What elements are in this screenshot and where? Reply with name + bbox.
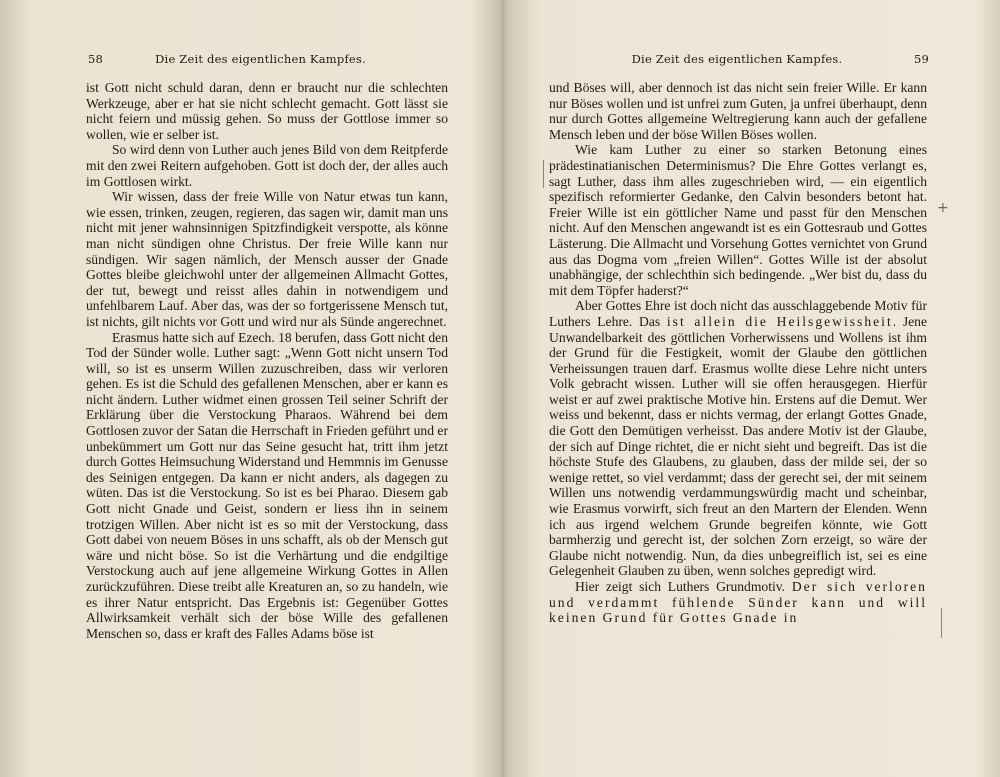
left-running-title: Die Zeit des eigentlichen Kampfes. bbox=[155, 52, 366, 66]
right-page-number: 59 bbox=[913, 52, 929, 66]
right-paragraph-3 bbox=[549, 298, 927, 579]
right-paragraph-2: Wie kam Luther zu einer so starken Betonung eines prädestinatianischen Determinismus? Die Ehre Gottes verlangt es, sagt Luther, dass ihm alles zugeschrieben wird, — ein eigentlich spezifisch reformierter Gedanke, den Calvin besonders betont hat. Freier Wille ist ein göttlicher Name und passt für den Menschen nicht. Auf den Menschen angewandt ist es ein Gottesraub und Gottes Lästerung. Die Allmacht und Vorsehung Gottes vernichtet von Grund aus das Dogma vom „freien Willen“. Gottes Wille ist der absolut unabhängige, der schlechthin sich bedingende. „Wer bist du, dass du mit dem Töpfer haderst?“ bbox=[549, 142, 927, 298]
left-paragraph-1: ist Gott nicht schuld daran, denn er braucht nur die schlechten Werkzeuge, aber er hat sie nicht schlecht gemacht. Gott lässt sie nicht feiern und müssig gehen. So muss der Gottlose immer so wollen, wie er selber ist. bbox=[86, 80, 448, 142]
right-running-head bbox=[545, 52, 929, 66]
p3-text-b: . Jene Unwandelbarkeit des göttlichen Vorherwissens und Wollens ist ihm der Grund für die Festigkeit, womit der Glaube den göttlichen Verheissungen trauen darf. Erasmus wollte diese Lehre nicht unters Volk gebracht wissen. Luther will sie offen herausgegen. Hierfür weist er auf zwei praktische Motive hin. Erstens auf die Demut. Wer weiss und bekennt, dass er nichts vermag, der erlangt Gottes Gnade, die Gott den Demütigen verheisst. Das andere Motiv ist der Glaube, der sich auf Dinge richtet, die er nicht sieht und begreift. Das ist die höchste Stufe des Glaubens, zu glauben, dass der milde sei, der so wenige rettet, so viel verdammt; dass der gerecht sei, der mit seinem Willen uns notwendig verdammungswürdig macht und scheinbar, wie Erasmus vorwirft, sich freut an den Martern der Elenden. Wenn ich aus irgend welchem Grunde begreifen könnte, wie Gott barmherzig und gerecht ist, der solchen Zorn erzeigt, so wäre der Glaube nicht notwendig. Nun, da dies unbegreiflich ist, sei es eine Gelegenheit Glauben zu üben, wenn solches gepredigt wird. bbox=[549, 313, 927, 579]
p3-spaced-emphasis: ist allein die Heilsgewissheit bbox=[666, 313, 893, 329]
p3-text-a: Aber Gottes Ehre ist doch nicht das ausschlaggebende Motiv für Luthers Lehre. Das bbox=[549, 298, 927, 329]
left-page-number: 58 bbox=[88, 52, 104, 66]
right-paragraph-4 bbox=[549, 579, 927, 626]
right-body-text bbox=[549, 80, 927, 626]
right-running-title: Die Zeit des eigentlichen Kampfes. bbox=[631, 52, 843, 66]
right-page bbox=[505, 0, 1000, 777]
left-paragraph-4: Erasmus hatte sich auf Ezech. 18 berufen, dass Gott nicht den Tod der Sünder wolle. Luther sagt: „Wenn Gott nicht unsern Tod will, so ist es unserm Willen zuzuschreiben, dass wir verloren gehen. Es ist die Schuld des gefallenen Menschen, aber er kann es nicht ändern. Luther widmet einen grossen Teil seiner Schrift der Erklärung über die Verstockung Pharaos. Während bei dem Gottlosen zuvor der Satan die Herrschaft in Frieden geführt und er unbekümmert um Gott nur das Seine gesucht hat, tritt ihm jetzt durch Gottes Heimsuchung Widerstand und Hemmnis im Genusse des Seinigen entgegen. Da kann er nicht anders, als dagegen zu wüten. Das ist die Verstockung. So ist es bei Pharao. Diesem gab Gott nicht Gnade und Geist, sondern er liess ihn in seinem trotzigen Willen. Aber nicht ist es so mit der Verstockung, dass Gott dabei von neuem Böses in uns schafft, als ob der Mensch gut wäre und nicht böse. So ist die Verhärtung und die endgiltige Verstockung auch auf jene allgemeine Wirkung Gottes in Allen zurückzuführen. Diese treibt alle Kreaturen an, so zu handeln, wie es ihrer Natur entspricht. Das Ergebnis ist: Gegenüber Gottes Allwirksamkeit verhält sich der böse Wille des gefallenen Menschen so, dass er kraft des Falles Adams böse ist bbox=[86, 329, 448, 641]
left-paragraph-3: Wir wissen, dass der freie Wille von Natur etwas tun kann, wie essen, trinken, zeugen, regieren, das sagen wir, damit man uns nicht mit jener wahnsinnigen Spitzfindigkeit verspotte, als könne man nicht sündigen ohne Christus. Der freie Wille kann nur sündigen. Wir sagen nämlich, der Mensch ausser der Gnade Gottes bleibe gleichwohl unter der allgemeinen Allmacht Gottes, der tut, bewegt und reisst alles dahin in notwendigem und unfehlbarem Lauf. Aber das, was der so fortgerissene Mensch tut, ist nichts, gilt nichts vor Gott und wird nur als Sünde angerechnet. bbox=[86, 189, 448, 329]
margin-line-mark bbox=[543, 160, 544, 188]
left-running-head bbox=[88, 52, 453, 66]
p4-spaced-emphasis: Der sich verloren und verdammt fühlende Sünder kann und will keinen Grund für Gottes Gnade in bbox=[549, 579, 927, 626]
margin-line-mark-2 bbox=[941, 608, 942, 638]
left-body-text bbox=[86, 80, 448, 641]
right-paragraph-1: und Böses will, aber dennoch ist das nicht sein freier Wille. Er kann nur Böses wollen und ist unfrei zum Guten, ja unfrei überhaupt, denn nur durch Gottes allgemeine Weltregierung kann auch der gefallene Mensch leben und der böse Willen Böses wollen. bbox=[549, 80, 927, 142]
p4-text-a: Hier zeigt sich Luthers Grundmotiv. bbox=[575, 579, 792, 594]
margin-annotation: + bbox=[937, 200, 949, 216]
left-paragraph-2: So wird denn von Luther auch jenes Bild von dem Reitpferde mit den zwei Reitern aufgehoben. Gott ist doch der, der alles auch im Gottlosen wirkt. bbox=[86, 142, 448, 189]
